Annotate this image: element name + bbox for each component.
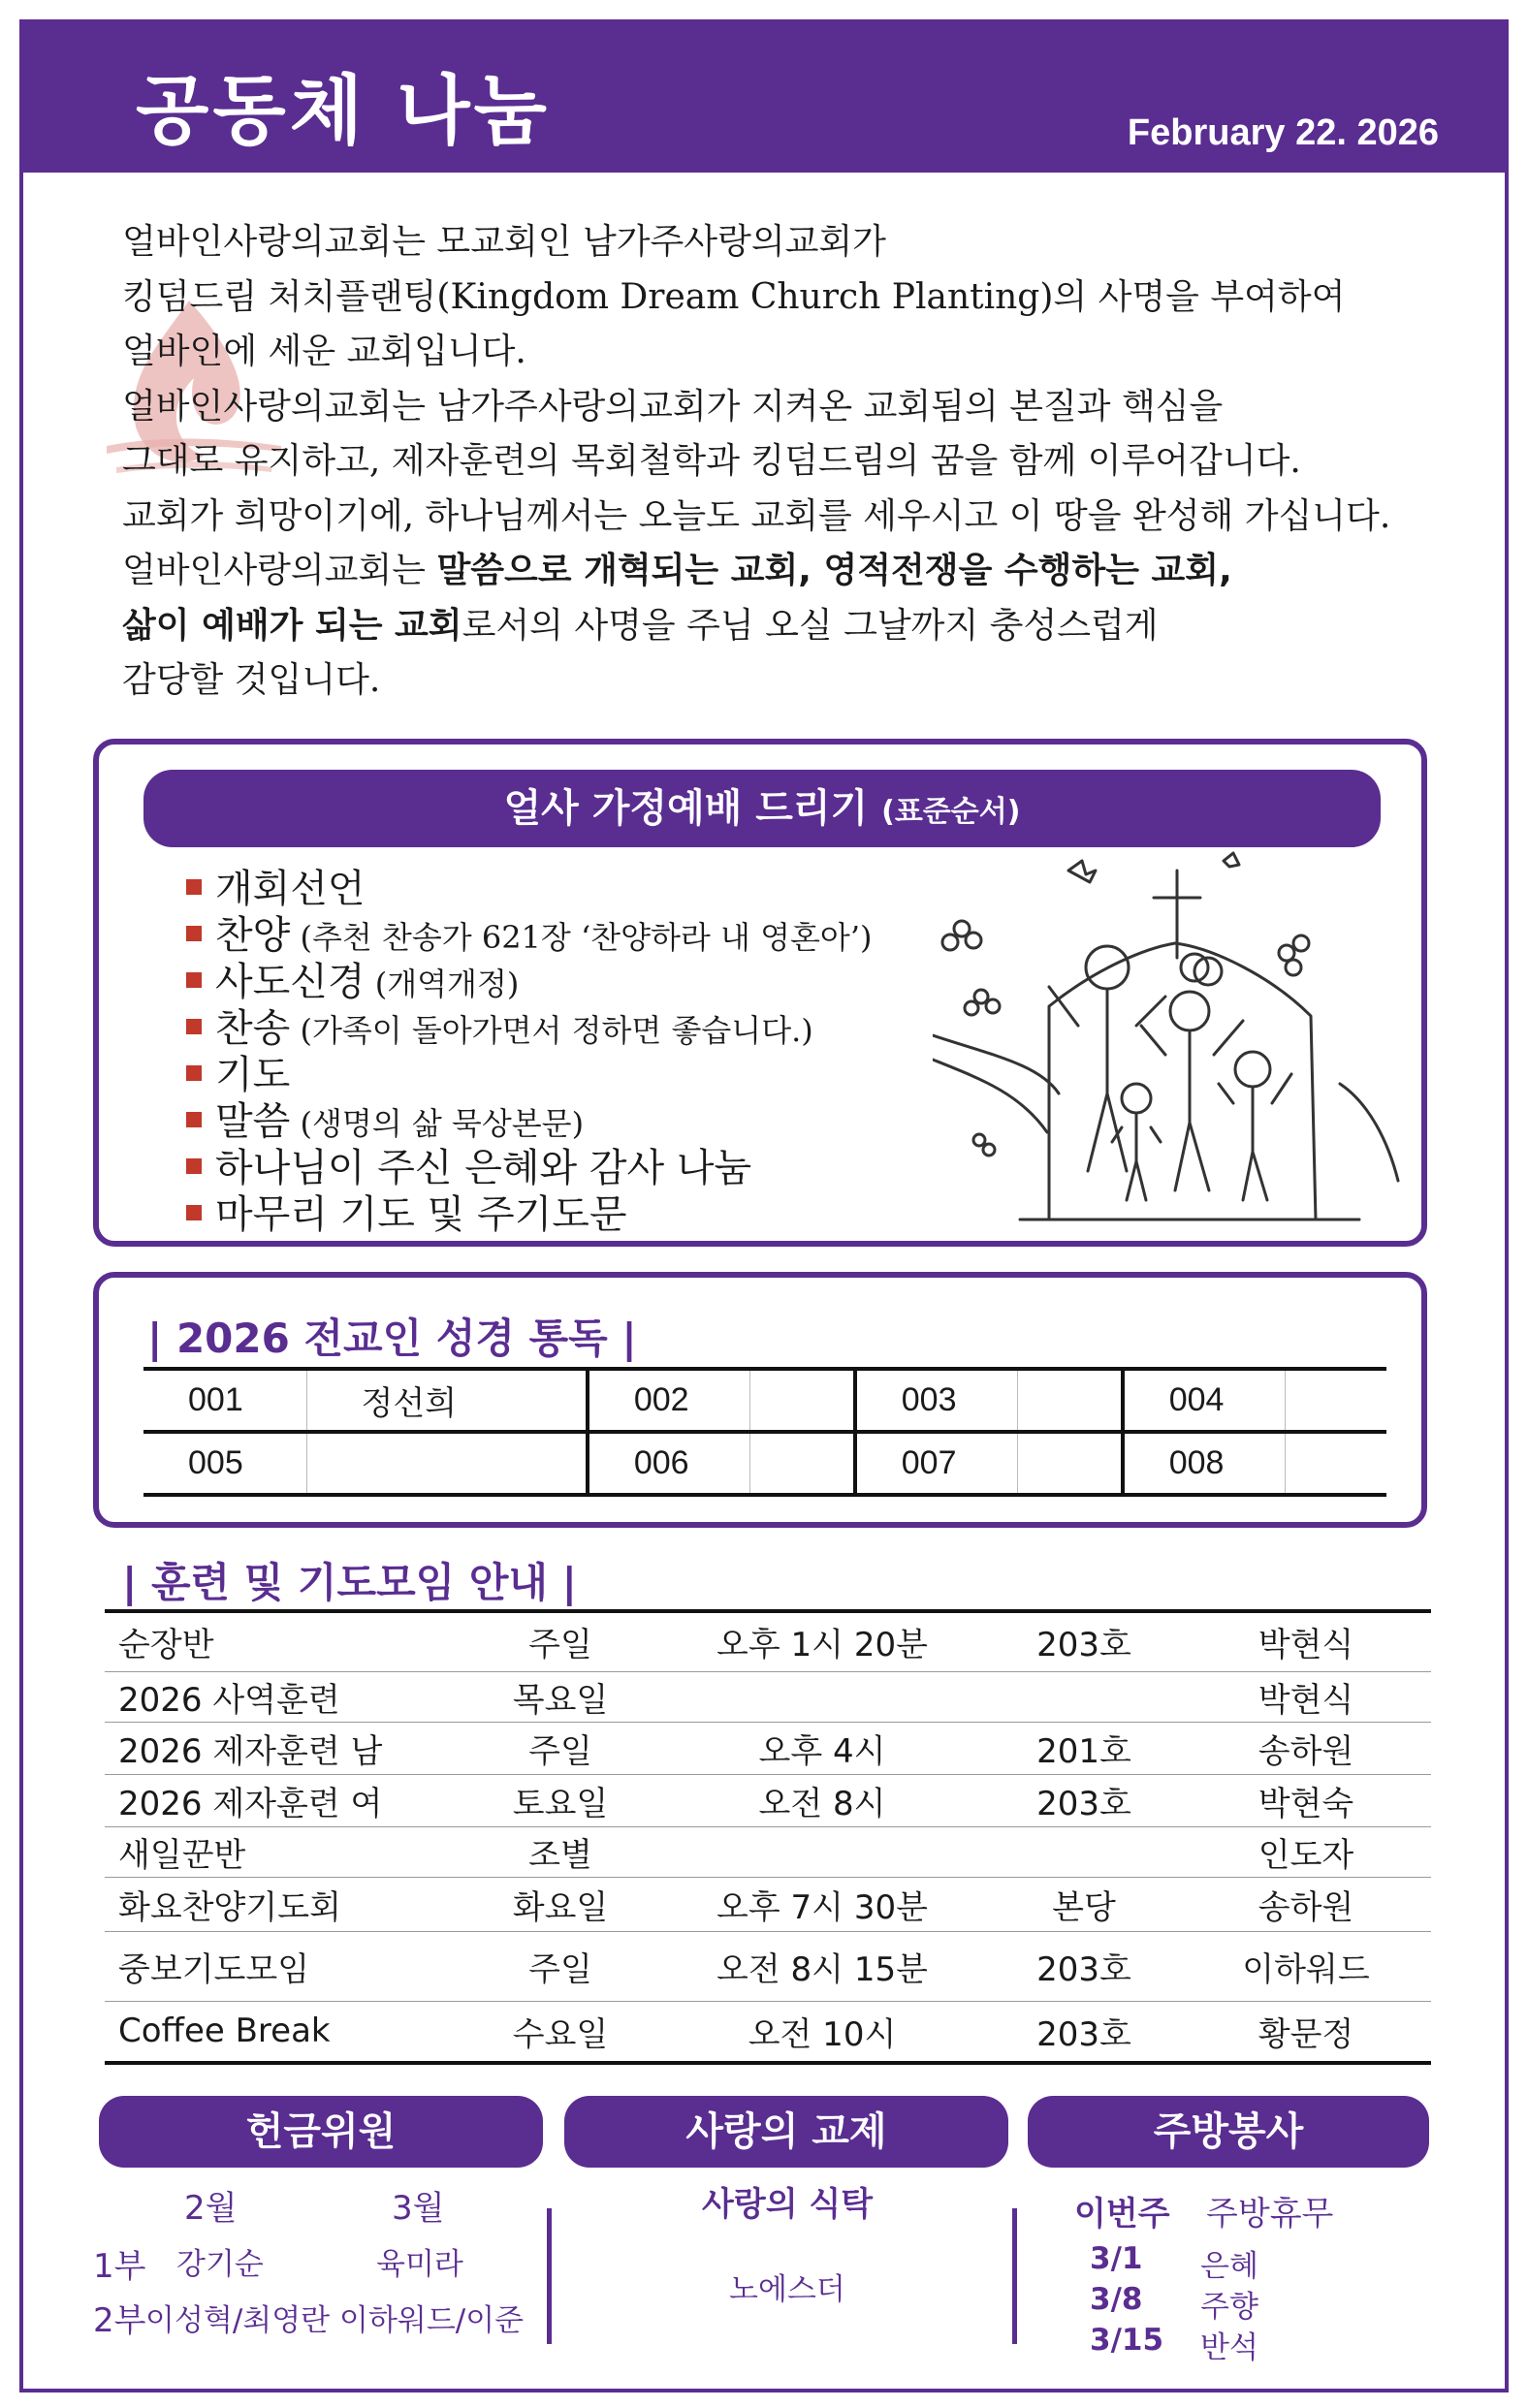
training-row — [105, 1722, 1431, 1774]
bible-reading-box — [93, 1272, 1427, 1528]
reading-group-name — [750, 1369, 855, 1432]
worship-order-label: 사도신경 — [215, 960, 366, 1004]
training-name: Coffee Break — [118, 2012, 331, 2051]
training-leader: 인도자 — [1257, 1835, 1354, 1875]
training-row — [105, 1931, 1431, 2001]
training-day: 주일 — [528, 1949, 592, 1989]
training-time: 오전 8시 — [758, 1784, 886, 1823]
training-leader: 송하원 — [1257, 1731, 1354, 1771]
kitchen-date: 3/8 — [1090, 2282, 1143, 2317]
worship-order-item — [186, 960, 872, 1006]
worship-order-label: 개회선언 — [215, 867, 366, 911]
square-bullet-icon — [186, 926, 202, 941]
square-bullet-icon — [186, 1158, 202, 1174]
training-room: 203호 — [1036, 1949, 1131, 1989]
training-day: 주일 — [528, 1731, 592, 1771]
offering-service-1-label: 1부 — [93, 2247, 146, 2286]
training-day: 토요일 — [512, 1784, 609, 1823]
reading-row — [143, 1432, 1386, 1495]
square-bullet-icon — [186, 1019, 202, 1034]
training-leader: 황문정 — [1257, 2014, 1354, 2054]
kitchen-this-week-value: 주방휴무 — [1206, 2195, 1334, 2234]
reading-group-number: 006 — [588, 1432, 750, 1495]
training-leader: 박현숙 — [1257, 1784, 1354, 1823]
training-leader: 이하워드 — [1242, 1949, 1370, 1989]
offering-service-1-feb: 강기순 — [176, 2247, 264, 2282]
training-name: 2026 제자훈련 남 — [118, 1731, 383, 1771]
training-leader: 박현식 — [1257, 1626, 1354, 1665]
training-room: 201호 — [1036, 1731, 1131, 1771]
intro-line: 감당할 것입니다. — [122, 660, 381, 700]
intro-line: 킹덤드림 처치플랜팅(Kingdom Dream Church Planting)의 사명을 부여하여 — [122, 276, 1346, 317]
square-bullet-icon — [186, 1065, 202, 1081]
worship-order-item — [186, 1192, 872, 1239]
worship-order-item — [186, 1006, 872, 1053]
intro-line: 얼바인에 세운 교회입니다. — [122, 332, 526, 371]
training-time — [657, 1826, 987, 1877]
worship-order-list — [186, 867, 872, 1239]
reading-group-name — [1286, 1369, 1386, 1432]
training-row — [105, 1877, 1431, 1931]
reading-group-number: 003 — [855, 1369, 1018, 1432]
training-name: 순장반 — [118, 1626, 214, 1665]
offering-service-2-feb: 이성혁/최영란 — [145, 2303, 331, 2338]
square-bullet-icon — [186, 1205, 202, 1220]
offering-month-2: 3월 — [392, 2189, 445, 2228]
worship-order-item — [186, 1099, 872, 1146]
training-row — [105, 1826, 1431, 1877]
reading-group-name: 정선희 — [306, 1369, 588, 1432]
love-table-name: 노에스더 — [729, 2272, 845, 2307]
intro-text-part: 로서의 사명을 주님 오실 그날까지 충성스럽게 — [462, 605, 1159, 646]
worship-order-note: (개역개정) — [365, 966, 520, 1002]
reading-group-name — [750, 1432, 855, 1495]
worship-order-label: 마무리 기도 및 주기도문 — [215, 1192, 627, 1237]
intro-line: 그대로 유지하고, 제자훈련의 목회철학과 킹덤드림의 꿈을 함께 이루어갑니다. — [122, 441, 1301, 481]
kitchen-date: 3/15 — [1090, 2323, 1164, 2358]
square-bullet-icon — [186, 972, 202, 988]
worship-order-item — [186, 1146, 872, 1192]
offering-service-2-label: 2부 — [93, 2301, 146, 2340]
kitchen-team: 반석 — [1200, 2330, 1258, 2365]
square-bullet-icon — [186, 879, 202, 895]
intro-line: 얼바인사랑의교회는 남가주사랑의교회가 지켜온 교회됨의 본질과 핵심을 — [122, 386, 1224, 427]
training-name: 2026 제자훈련 여 — [118, 1784, 383, 1823]
training-day: 수요일 — [512, 2014, 609, 2054]
training-room: 203호 — [1036, 1784, 1131, 1823]
kitchen-team: 주향 — [1200, 2290, 1258, 2325]
training-row — [105, 1611, 1431, 1671]
love-table-label: 사랑의 식탁 — [702, 2185, 874, 2224]
worship-order-label: 기도 — [215, 1053, 291, 1097]
training-day: 조별 — [528, 1835, 592, 1875]
worship-order-label: 하나님이 주신 은혜와 감사 나눔 — [215, 1146, 752, 1190]
training-name: 2026 사역훈련 — [118, 1680, 340, 1720]
training-time: 오후 1시 20분 — [716, 1626, 928, 1665]
training-row — [105, 1774, 1431, 1826]
reading-group-number: 001 — [143, 1369, 306, 1432]
offering-service-1-mar: 육미라 — [376, 2247, 463, 2282]
worship-order-note: (추천 찬송가 621장 ‘찬양하라 내 영혼아’) — [290, 919, 873, 956]
worship-order-item — [186, 913, 872, 960]
fellowship-title: 사랑의 교제 — [564, 2096, 1008, 2168]
intro-line: 교회가 희망이기에, 하나님께서는 오늘도 교회를 세우시고 이 땅을 완성해 가십니다. — [122, 495, 1391, 536]
divider-line — [1012, 2208, 1017, 2344]
worship-order-item — [186, 1053, 872, 1099]
training-time — [657, 1671, 987, 1722]
family-church-illustration-icon — [933, 851, 1417, 1229]
intro-line: 얼바인사랑의교회는 모교회인 남가주사랑의교회가 — [122, 222, 886, 262]
bible-reading-table — [143, 1367, 1386, 1497]
training-row — [105, 1671, 1431, 1722]
training-time: 오전 8시 15분 — [716, 1949, 928, 1989]
worship-title-text: 얼사 가정예배 드리기 — [503, 786, 869, 831]
training-title: | 훈련 및 기도모임 안내 | — [122, 1559, 577, 1606]
offering-month-1: 2월 — [184, 2189, 238, 2228]
intro-emphasis: 삶이 예배가 되는 교회 — [122, 605, 462, 646]
family-worship-title — [143, 770, 1381, 847]
page-title: 공동체 나눔 — [136, 68, 551, 155]
training-day: 목요일 — [512, 1680, 609, 1720]
reading-group-name — [1018, 1432, 1123, 1495]
family-worship-box — [93, 739, 1427, 1247]
divider-line — [547, 2208, 552, 2344]
kitchen-team: 은혜 — [1200, 2249, 1258, 2284]
training-time: 오후 7시 30분 — [716, 1887, 928, 1927]
training-room: 203호 — [1036, 1626, 1131, 1665]
training-schedule-table — [105, 1609, 1431, 2065]
worship-title-note: (표준순서) — [881, 795, 1021, 829]
reading-group-number: 007 — [855, 1432, 1018, 1495]
training-row — [105, 2001, 1431, 2063]
bible-reading-title: | 2026 전교인 성경 통독 | — [147, 1315, 637, 1362]
reading-group-name — [1286, 1432, 1386, 1495]
training-time: 오전 10시 — [748, 2014, 897, 2054]
reading-group-number: 005 — [143, 1432, 306, 1495]
worship-order-label: 찬송 — [215, 1006, 291, 1051]
kitchen-service-title: 주방봉사 — [1028, 2096, 1429, 2168]
training-room — [987, 1826, 1181, 1877]
reading-group-name — [306, 1432, 588, 1495]
worship-order-label: 찬양 — [215, 913, 291, 958]
training-name: 새일꾼반 — [118, 1835, 246, 1875]
offering-committee-title: 헌금위원 — [99, 2096, 543, 2168]
reading-group-number: 004 — [1123, 1369, 1286, 1432]
training-day: 주일 — [528, 1626, 592, 1665]
kitchen-this-week-label: 이번주 — [1074, 2195, 1170, 2234]
training-name: 중보기도모임 — [118, 1949, 310, 1989]
intro-text — [122, 215, 1441, 709]
training-day: 화요일 — [512, 1887, 609, 1927]
training-time: 오후 4시 — [758, 1731, 886, 1771]
reading-row — [143, 1369, 1386, 1432]
reading-group-number: 008 — [1123, 1432, 1286, 1495]
bulletin-date: February 22. 2026 — [1127, 112, 1439, 153]
intro-line — [122, 544, 1441, 599]
training-name: 화요찬양기도회 — [118, 1887, 341, 1927]
header-bar — [19, 19, 1509, 173]
intro-emphasis: 말씀으로 개혁되는 교회, 영적전쟁을 수행하는 교회, — [436, 551, 1232, 590]
offering-service-2-mar: 이하워드/이준 — [339, 2303, 525, 2338]
square-bullet-icon — [186, 1112, 202, 1127]
training-room — [987, 1671, 1181, 1722]
worship-order-label: 말씀 — [215, 1099, 291, 1144]
training-leader: 송하원 — [1257, 1887, 1354, 1927]
training-room: 203호 — [1036, 2014, 1131, 2054]
worship-order-item — [186, 867, 872, 913]
kitchen-date: 3/1 — [1090, 2241, 1143, 2276]
reading-group-number: 002 — [588, 1369, 750, 1432]
intro-text-part: 얼바인사랑의교회는 — [122, 551, 437, 590]
worship-order-note: (생명의 삶 묵상본문) — [290, 1105, 585, 1142]
reading-group-name — [1018, 1369, 1123, 1432]
training-leader: 박현식 — [1257, 1680, 1354, 1720]
training-room: 본당 — [1052, 1887, 1116, 1927]
intro-line — [122, 599, 1441, 654]
worship-order-note: (가족이 돌아가면서 정하면 좋습니다.) — [290, 1012, 813, 1049]
